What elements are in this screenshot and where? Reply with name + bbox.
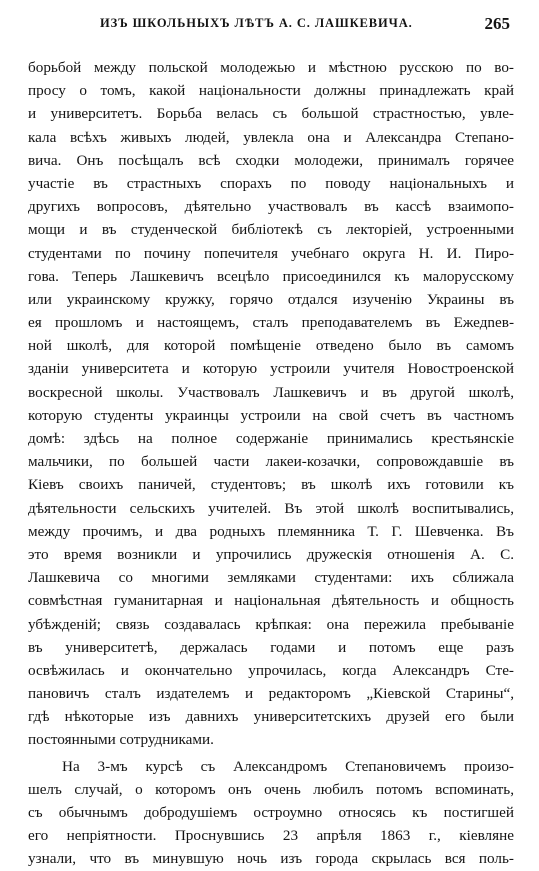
page-number: 265 xyxy=(484,14,510,33)
text-line: воскресной школы. Участвовалъ Лашкевичъ и въ другой школѣ, xyxy=(28,383,514,401)
text-line: пановичъ сталъ издателемъ и редакторомъ „Кіевской Старины“, xyxy=(28,685,514,703)
running-title: ИЗЪ ШКОЛЬНЫХЪ ЛѢТЪ А. С. ЛАШКЕВИЧА. xyxy=(100,16,413,30)
text-line: съ обычнымъ добродушіемъ остроумно относясь къ постигшей xyxy=(28,804,514,821)
text-line: узнали, что въ минувшую ночь изъ города скрылась вся поль- xyxy=(28,850,514,868)
text-line: Кіевъ своихъ паничей, студентовъ; въ школѣ ихъ готовили къ xyxy=(28,476,514,494)
text-line: его непріятности. Проснувшись 23 апрѣля 1863 г., кіевляне xyxy=(28,827,514,845)
text-line: между прочимъ, и два родныхъ племянника Т. Г. Шевченка. Въ xyxy=(28,522,514,540)
text-line: гдѣ нѣкоторые изъ давнихъ университетскихъ друзей его были xyxy=(28,708,514,726)
text-line: и университетъ. Борьба велась съ большой страстностью, увле- xyxy=(28,105,514,123)
text-line: домѣ: здѣсь на полное содержаніе принимались крестьянскіе xyxy=(28,430,514,447)
text-line: шелъ случай, о которомъ онъ очень любилъ потомъ вспоминать, xyxy=(28,780,514,798)
text-line: убѣжденій; связь создавалась крѣпкая: она пережила пребываніе xyxy=(28,615,514,633)
text-line: другихъ вопросовъ, дѣятельно участвовалъ въ кассѣ взаимопо- xyxy=(28,198,514,216)
text-line: вича. Онъ посѣщалъ всѣ сходки молодежи, принималъ горячее xyxy=(28,151,514,169)
paragraph-1 xyxy=(28,56,514,752)
text-line: освѣжилась и окончательно упрочилась, когда Александръ Сте- xyxy=(28,661,514,679)
running-head xyxy=(70,14,510,36)
text-line: На 3-мъ курсѣ съ Александромъ Степановичемъ произо- xyxy=(62,757,514,775)
text-line: участіе въ страстныхъ спорахъ по поводу національныхъ и xyxy=(28,174,514,192)
text-line: постоянными сотрудниками. xyxy=(28,731,214,749)
text-line: гова. Теперь Лашкевичъ всецѣло присоединился къ малорусскому xyxy=(28,267,514,285)
text-line: просу о томъ, какой національности должны принадлежать край xyxy=(28,82,514,100)
text-line: борьбой между польской молодежью и мѣстною русскою по во- xyxy=(28,59,514,76)
text-line: Лашкевича со многими земляками студентами: ихъ сближала xyxy=(28,569,514,587)
text-line: совмѣстная гуманитарная и національная дѣятельность и общность xyxy=(28,592,514,610)
text-line: кала всѣхъ живыхъ людей, увлекла она и Александра Степано- xyxy=(28,128,514,146)
text-line: зданіи университета и которую устроили учителя Новостроенской xyxy=(28,360,514,378)
text-line: ея прошломъ и настоящемъ, сталъ преподавателемъ въ Ежедnев- xyxy=(28,314,514,332)
text-line: студентами по почину попечителя учебнаго округа Н. И. Пиро- xyxy=(28,244,514,262)
text-line: въ университетѣ, держалась годами и потомъ еще разъ xyxy=(28,638,514,656)
body-text xyxy=(28,56,514,871)
paragraph-2 xyxy=(28,755,514,871)
text-line: или украинскому кружку, горячо отдался изученію Украины въ xyxy=(28,290,514,308)
text-line: мощи и въ студенческой библіотекѣ съ лекторіей, устроенными xyxy=(28,221,514,239)
text-line: мальчики, по большей части лакеи-козачки, сопровождавшіе въ xyxy=(28,453,514,471)
text-line: ной школѣ, для которой помѣщеніе отведено было въ самомъ xyxy=(28,337,514,355)
text-line: это время возникли и упрочились дружескія отношенія А. С. xyxy=(28,545,514,563)
text-line: дѣятельности сельскихъ учителей. Въ этой школѣ воспитывались, xyxy=(28,499,514,517)
text-line: которую студенты украинцы устроили на свой счетъ въ частномъ xyxy=(28,406,514,424)
